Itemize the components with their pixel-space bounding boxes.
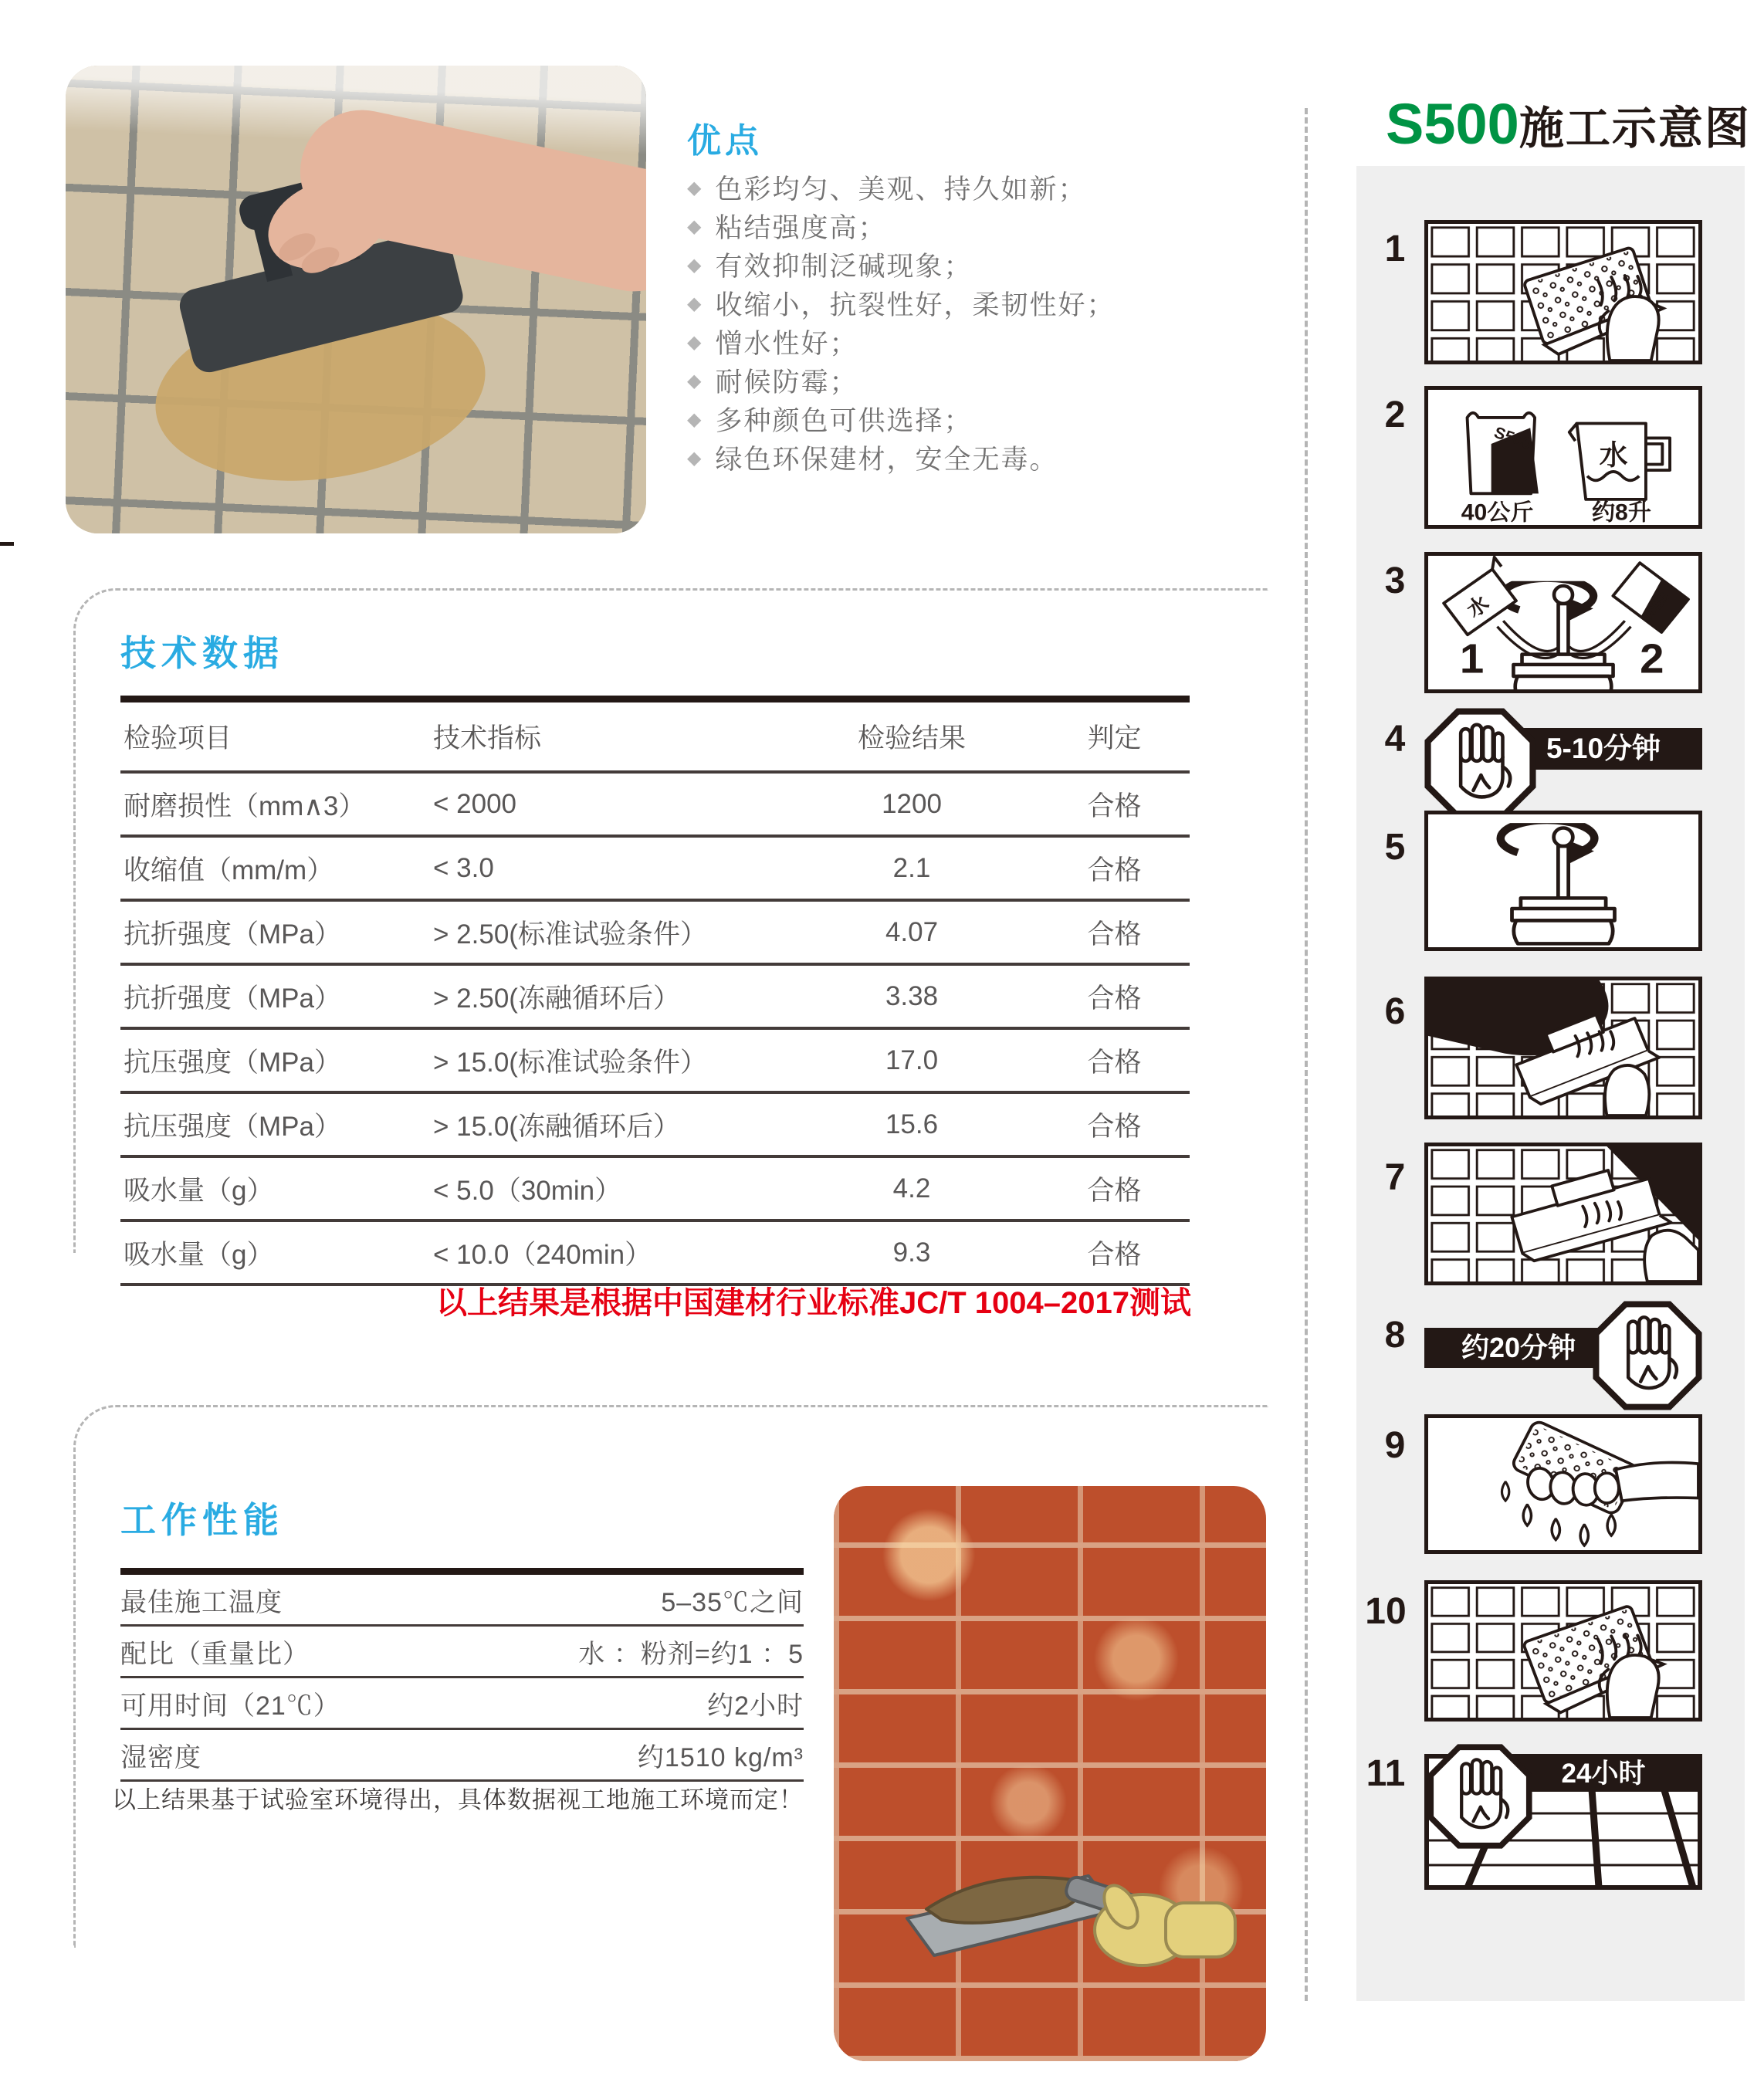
step10-art-wipe-tiles — [1424, 1580, 1702, 1722]
technical-data-section — [73, 588, 1268, 1270]
step-number: 4 — [1384, 719, 1406, 760]
jug-caption: 约8升 — [1591, 499, 1651, 525]
trowel-illustration — [834, 1486, 1266, 2061]
step-number: 8 — [1384, 1315, 1406, 1356]
diamond-bullet-icon: ◆ — [687, 331, 703, 353]
cure-duration-label: 24小时 — [1561, 1759, 1646, 1789]
step3-art-pour-mix — [1424, 552, 1702, 693]
water-jug-label: 水 — [1462, 591, 1494, 622]
technical-data-table — [120, 696, 1190, 1286]
table-row: 抗压强度（MPa） > 15.0(标准试验条件） 17.0 合格 — [120, 1027, 1190, 1091]
table-row: 湿密度 约1510 kg/m³ — [120, 1728, 804, 1779]
bag-label: S500 — [1491, 423, 1534, 453]
step4-art-wait — [1424, 706, 1702, 822]
grout-float-photo — [66, 66, 646, 533]
stop-hand-icon — [1596, 1304, 1698, 1407]
lab-environment-note: 以上结果基于试验室环境得出，具体数据视工地施工环境而定！ — [112, 1786, 804, 1813]
print-crop-mark — [0, 542, 14, 546]
table-row: 最佳施工温度 5–35℃之间 — [120, 1587, 804, 1617]
step-number: 6 — [1384, 991, 1406, 1032]
pour-order-2: 2 — [1640, 635, 1664, 682]
advantage-item: ◆ 耐候防霉； — [687, 367, 858, 398]
advantage-item: ◆ 粘结强度高； — [687, 213, 887, 243]
table-header-row: 检验项目 技术指标 检验结果 判定 — [124, 723, 1142, 753]
step7-art-spread — [1424, 1143, 1702, 1285]
diamond-bullet-icon: ◆ — [687, 254, 703, 276]
step-number: 7 — [1384, 1157, 1406, 1198]
step-number: 2 — [1384, 394, 1406, 435]
step5-art-remix — [1424, 811, 1702, 951]
step6-art-apply-grout — [1424, 977, 1702, 1119]
sidebar-title — [1386, 91, 1751, 157]
work-performance-table — [120, 1568, 804, 1782]
table-row: 配比（重量比） 水 ：粉剂=约1 ：5 — [120, 1624, 804, 1676]
table-row: 抗折强度（MPa） > 2.50(冻融循环后） 3.38 合格 — [120, 963, 1190, 1027]
advantage-item: ◆ 色彩均匀、美观、持久如新； — [687, 174, 1087, 205]
table-row: 收缩值（mm/m） < 3.0 2.1 合格 — [120, 835, 1190, 899]
step-number: 5 — [1384, 827, 1406, 868]
wait-duration-label: 5-10分钟 — [1546, 733, 1661, 764]
diamond-bullet-icon: ◆ — [687, 370, 703, 391]
technical-data-title: 技术数据 — [120, 633, 284, 673]
step-number: 3 — [1384, 560, 1406, 601]
table-row: 抗折强度（MPa） > 2.50(标准试验条件） 4.07 合格 — [120, 899, 1190, 963]
step-number: 1 — [1384, 229, 1406, 269]
table-row: 耐磨损性（mm∧3） < 2000 1200 合格 — [120, 770, 1190, 835]
diamond-bullet-icon: ◆ — [687, 177, 703, 198]
table-row: 吸水量（g） < 5.0（30min） 4.2 合格 — [120, 1155, 1190, 1219]
grout-float-illustration — [66, 66, 646, 533]
sidebar-title-text: 施工示意图 — [1519, 103, 1751, 154]
wait20-duration-label: 约20分钟 — [1461, 1332, 1576, 1363]
construction-steps-panel — [1356, 166, 1745, 2001]
jug-label: 水 — [1599, 438, 1628, 471]
step1-art-clean-tiles — [1424, 220, 1702, 364]
step9-art-wet-sponge — [1424, 1414, 1702, 1554]
table-row: 吸水量（g） < 10.0（240min） 9.3 合格 — [120, 1219, 1190, 1283]
step-number: 10 — [1365, 1591, 1407, 1632]
powder-bag-label: S500 — [1637, 587, 1672, 625]
step11-art-cure — [1424, 1739, 1702, 1902]
pour-order-1: 1 — [1459, 635, 1485, 682]
brand-name: S500 — [1386, 92, 1519, 156]
advantage-item: ◆ 多种颜色可供选择； — [687, 406, 973, 436]
table-row: 抗压强度（MPa） > 15.0(冻融循环后） 15.6 合格 — [120, 1091, 1190, 1155]
advantages-title: 优点 — [687, 122, 763, 160]
work-performance-title: 工作性能 — [120, 1500, 284, 1540]
advantage-item: ◆ 收缩小，抗裂性好，柔韧性好； — [687, 290, 1116, 320]
diamond-bullet-icon: ◆ — [687, 447, 703, 469]
dashed-divider — [1305, 108, 1308, 2001]
step-number: 9 — [1384, 1425, 1406, 1466]
step-number: 11 — [1366, 1753, 1406, 1794]
standard-test-note: 以上结果是根据中国建材行业标准JC/T 1004–2017测试 — [435, 1286, 1191, 1320]
bag-caption: 40公斤 — [1461, 499, 1534, 525]
step8-art-wait20 — [1424, 1301, 1702, 1424]
diamond-bullet-icon: ◆ — [687, 293, 703, 314]
step2-art-materials — [1424, 386, 1702, 529]
stop-hand-icon — [1430, 1747, 1529, 1846]
stop-hand-icon — [1428, 712, 1533, 817]
diamond-bullet-icon: ◆ — [687, 215, 703, 237]
advantage-item: ◆ 有效抑制泛碱现象； — [687, 252, 973, 282]
brick-wall-photo — [834, 1486, 1266, 2061]
advantage-item: ◆ 绿色环保建材，安全无毒。 — [687, 445, 1058, 475]
table-row: 可用时间（21℃） 约2小时 — [120, 1676, 804, 1728]
diamond-bullet-icon: ◆ — [687, 408, 703, 430]
advantage-item: ◆ 憎水性好； — [687, 329, 858, 359]
advantages-list — [687, 168, 1243, 477]
